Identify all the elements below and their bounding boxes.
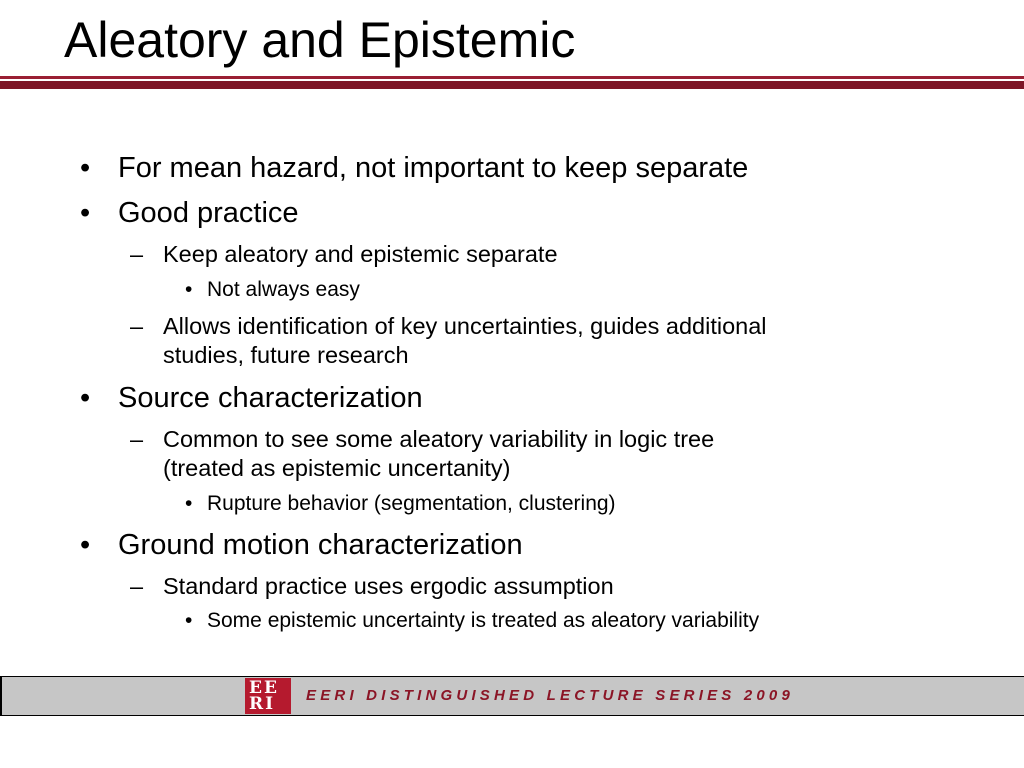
bullet-marker: • [80, 529, 91, 561]
list-item-text: Some epistemic uncertainty is treated as aleatory variability [207, 609, 760, 632]
footer-text: EERI DISTINGUISHED LECTURE SERIES 2009 [306, 687, 795, 704]
bullet-marker: • [185, 492, 193, 515]
logo-row-1: EE [249, 678, 279, 698]
eeri-logo [245, 678, 291, 714]
list-item-text: Source characterization [118, 382, 423, 414]
list-item-text: Keep aleatory and epistemic separate [163, 241, 558, 267]
slide-title: Aleatory and Epistemic [64, 12, 576, 68]
list-item-text: Ground motion characterization [118, 529, 523, 561]
bullet-marker: • [80, 197, 91, 229]
list-item-text: Good practice [118, 197, 299, 229]
list-item-text: (treated as epistemic uncertanity) [163, 455, 511, 481]
dash-marker: – [130, 313, 144, 339]
list-item-text: studies, future research [163, 342, 409, 368]
footer-bar [0, 676, 1024, 716]
bullet-marker: • [80, 152, 91, 184]
bullet-marker: • [185, 609, 193, 632]
title-divider-thick [0, 81, 1024, 89]
list-item-text: For mean hazard, not important to keep separate [118, 152, 749, 184]
list-item-text: Rupture behavior (segmentation, clustering) [207, 492, 616, 515]
dash-marker: – [130, 241, 144, 267]
dash-marker: – [130, 573, 144, 599]
list-item-text: Common to see some aleatory variability in logic tree [163, 426, 715, 452]
list-item-text: Allows identification of key uncertainties, guides additional [163, 313, 767, 339]
bullet-marker: • [80, 382, 91, 414]
dash-marker: – [130, 426, 144, 452]
list-item-text: Standard practice uses ergodic assumption [163, 573, 614, 599]
list-item-text: Not always easy [207, 278, 360, 301]
logo-row-2: RI [249, 694, 276, 714]
title-divider-thin [0, 76, 1024, 79]
bullet-marker: • [185, 278, 193, 301]
